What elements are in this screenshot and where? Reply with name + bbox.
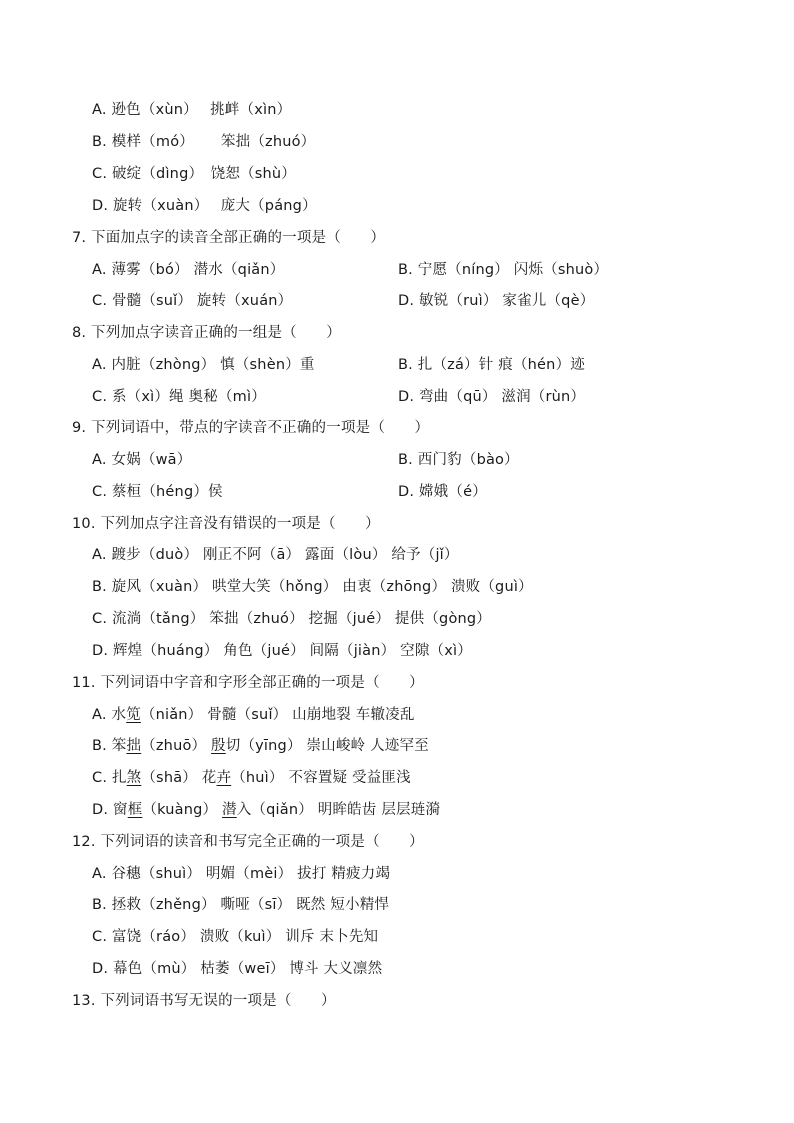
q10-option-d: D. 辉煌（huáng） 角色（jué） 间隔（jiàn） 空隙（xì） bbox=[92, 643, 472, 659]
q11-c-post-2: （huì） 不容置疑 受益匪浅 bbox=[231, 770, 411, 786]
q11-d-underlined: 框 bbox=[127, 802, 143, 818]
q8-option-d: D. 弯曲（qū） 滋润（rùn） bbox=[398, 389, 586, 405]
q11-d-post: （kuàng） bbox=[142, 802, 223, 818]
q11-a-pre: A. 水 bbox=[92, 707, 127, 723]
q13-stem: 13. 下列词语书写无误的一项是（ ） bbox=[72, 993, 336, 1009]
q12-option-c: C. 富饶（ráo） 溃败（kuì） 训斥 末卜先知 bbox=[92, 929, 379, 945]
q11-b-pre: B. 笨 bbox=[92, 738, 127, 754]
q11-c-underlined-2: 卉 bbox=[216, 770, 232, 786]
q9-option-d: D. 嫦娥（é） bbox=[398, 484, 487, 500]
q12-option-b: B. 拯救（zhěng） 嘶哑（sī） 既然 短小精悍 bbox=[92, 897, 390, 913]
q11-b-underlined-2: 殷 bbox=[211, 738, 226, 754]
q11-a-post: （niǎn） 骨髓（suǐ） 山崩地裂 车辙凌乱 bbox=[140, 707, 415, 723]
q11-d-post-2: 入（qiǎn） 明眸皓齿 层层琏漪 bbox=[236, 802, 441, 818]
q6-option-c: C. 破绽（dìng） 饶恕（shù） bbox=[92, 166, 296, 182]
q10-option-b: B. 旋风（xuàn） 哄堂大笑（hǒng） 由衷（zhōng） 溃败（guì） bbox=[92, 579, 533, 595]
q12-stem: 12. 下列词语的读音和书写完全正确的一项是（ ） bbox=[72, 834, 424, 850]
q10-option-a: A. 踱步（duò） 刚正不阿（ā） 露面（lòu） 给予（jǐ） bbox=[92, 547, 459, 563]
q7-stem: 7. 下面加点字的读音全部正确的一项是（ ） bbox=[72, 230, 386, 246]
q11-option-d bbox=[92, 798, 440, 822]
q11-option-c bbox=[92, 766, 411, 790]
q11-b-post-2: 切（yīng） 崇山峻岭 人迹罕至 bbox=[225, 738, 429, 754]
q8-stem: 8. 下列加点字读音正确的一组是（ ） bbox=[72, 325, 341, 341]
q8-option-c: C. 系（xì）绳 奥秘（mì） bbox=[92, 389, 266, 405]
q11-c-post: （shā） 花 bbox=[141, 770, 217, 786]
q10-stem: 10. 下列加点字注音没有错误的一项是（ ） bbox=[72, 516, 380, 532]
q7-option-a: A. 薄雾（bó） 潜水（qiǎn） bbox=[92, 262, 285, 278]
q7-option-b: B. 宁愿（níng） 闪烁（shuò） bbox=[398, 262, 609, 278]
q10-option-c: C. 流淌（tǎng） 笨拙（zhuó） 挖掘（jué） 提供（gòng） bbox=[92, 611, 492, 627]
q8-option-a: A. 内脏（zhòng） 慎（shèn）重 bbox=[92, 357, 315, 373]
q11-d-underlined-2: 潜 bbox=[222, 802, 237, 818]
q6-option-a: A. 逊色（xùn） 挑衅（xìn） bbox=[92, 102, 292, 118]
q7-option-c: C. 骨髓（suǐ） 旋转（xuán） bbox=[92, 293, 293, 309]
q12-option-d: D. 幕色（mù） 枯萎（weī） 博斗 大义凛然 bbox=[92, 961, 383, 977]
q8-option-b: B. 扎（zá）针 痕（hén）迹 bbox=[398, 357, 585, 373]
q11-option-b bbox=[92, 734, 429, 758]
q11-b-post: （zhuō） bbox=[141, 738, 212, 754]
q6-option-d: D. 旋转（xuàn） 庞大（páng） bbox=[92, 198, 317, 214]
q9-stem: 9. 下列词语中，带点的字读音不正确的一项是（ ） bbox=[72, 420, 430, 436]
q11-d-pre: D. 窗 bbox=[92, 802, 128, 818]
q9-option-c: C. 蔡桓（héng）侯 bbox=[92, 484, 223, 500]
q11-c-pre: C. 扎 bbox=[92, 770, 127, 786]
q12-option-a: A. 谷穗（shuì） 明媚（mèi） 拔打 精疲力竭 bbox=[92, 866, 391, 882]
q11-option-a bbox=[92, 703, 415, 727]
q11-b-underlined: 拙 bbox=[126, 738, 142, 754]
q11-a-underlined: 笕 bbox=[126, 707, 141, 723]
q6-option-b: B. 模样（mó） 笨拙（zhuó） bbox=[92, 134, 316, 150]
q11-c-underlined: 煞 bbox=[126, 770, 142, 786]
q9-option-a: A. 女娲（wā） bbox=[92, 452, 192, 468]
q7-option-d: D. 敏锐（ruì） 家雀儿（qè） bbox=[398, 293, 595, 309]
q11-stem: 11. 下列词语中字音和字形全部正确的一项是（ ） bbox=[72, 675, 424, 691]
q9-option-b: B. 西门豹（bào） bbox=[398, 452, 519, 468]
